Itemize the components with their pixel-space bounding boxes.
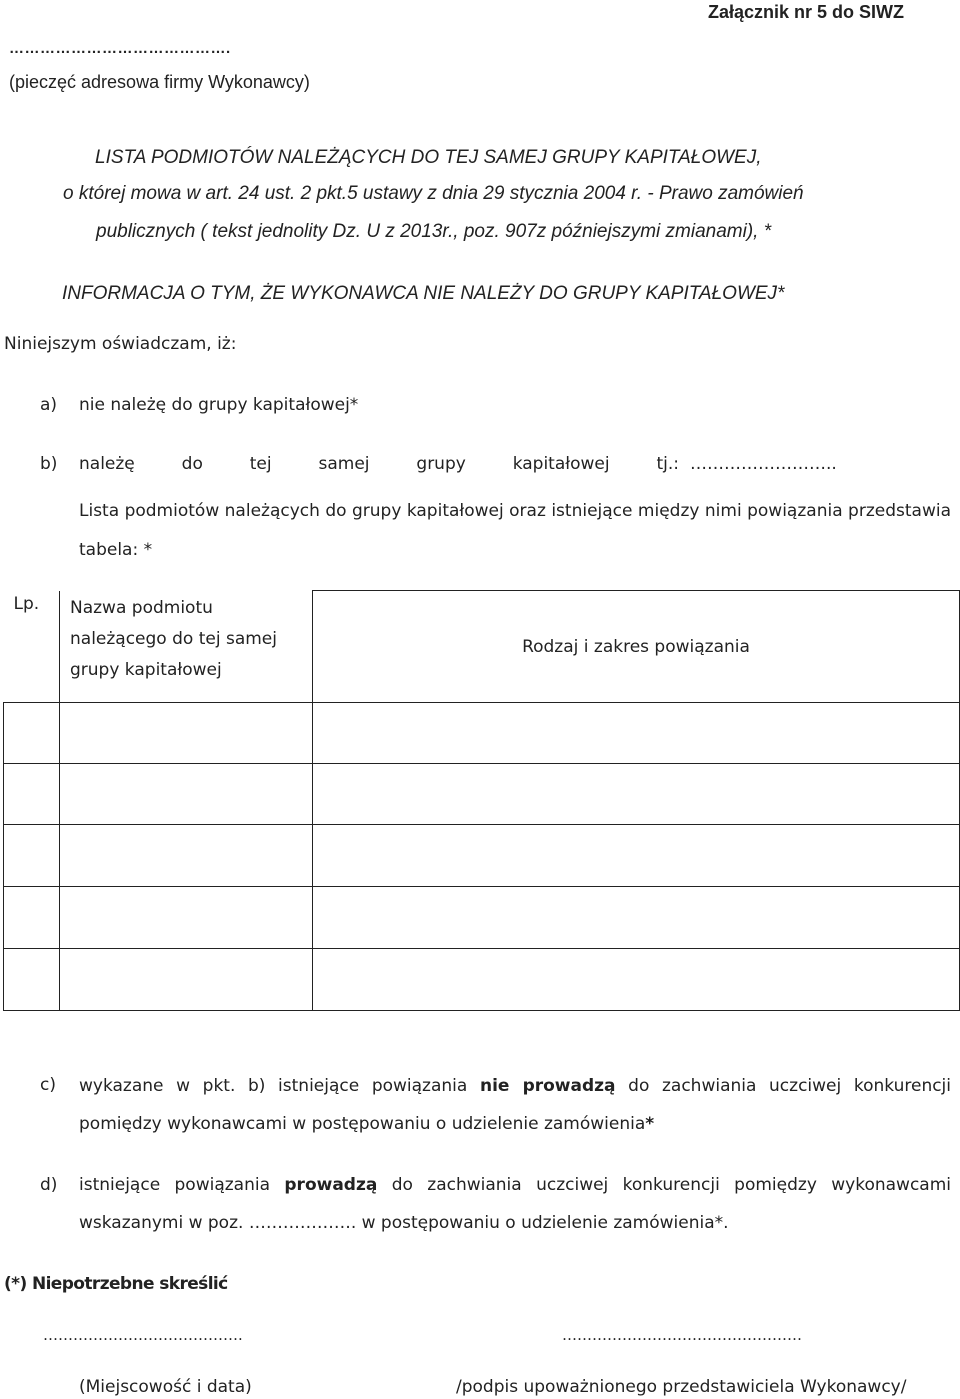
option-d-marker: d) (40, 1175, 58, 1195)
header-relation: Rodzaj i zakres powiązania (313, 591, 960, 703)
row-2-lp-cell[interactable] (4, 764, 60, 825)
row-5-relation-cell[interactable] (313, 949, 960, 1011)
option-d-text (79, 1166, 951, 1242)
table-row (4, 764, 960, 825)
option-a-text: nie należę do grupy kapitałowej* (79, 395, 359, 415)
header-entity-name: Nazwa podmiotu należącego do tej samej grupy kapitałowej (60, 591, 313, 703)
table-row (4, 949, 960, 1011)
row-3-relation-cell[interactable] (313, 825, 960, 887)
option-b-dots: …………………….. (690, 454, 837, 474)
info-heading: INFORMACJA O TYM, ŻE WYKONAWCA NIE NALEŻY DO GRUPY KAPITAŁOWEJ* (62, 283, 785, 304)
place-date-dots: …………………………………. (43, 1326, 243, 1344)
option-b-text: należę do tej samej grupy kapitałowej tj.: (79, 454, 679, 474)
table-header-row (4, 591, 960, 703)
title-line-1: LISTA PODMIOTÓW NALEŻĄCYCH DO TEJ SAMEJ GRUPY KAPITAŁOWEJ, (95, 147, 762, 168)
row-3-name-cell[interactable] (60, 825, 313, 887)
row-1-relation-cell[interactable] (313, 703, 960, 764)
title-line-2: o której mowa w art. 24 ust. 2 pkt.5 ustawy z dnia 29 stycznia 2004 r. - Prawo zamówień (63, 183, 804, 204)
stamp-caption: (pieczęć adresowa firmy Wykonawcy) (9, 72, 310, 92)
signature-caption: /podpis upoważnionego przedstawiciela Wykonawcy/ (456, 1377, 907, 1397)
row-2-name-cell[interactable] (60, 764, 313, 825)
footnote: (*) Niepotrzebne skreślić (4, 1274, 228, 1294)
table-row (4, 887, 960, 949)
declaration-text: Niniejszym oświadczam, iż: (4, 334, 237, 354)
row-2-relation-cell[interactable] (313, 764, 960, 825)
row-4-relation-cell[interactable] (313, 887, 960, 949)
row-5-lp-cell[interactable] (4, 949, 60, 1011)
row-3-lp-cell[interactable] (4, 825, 60, 887)
option-c-text-before: wykazane w pkt. b) istniejące powiązania (79, 1076, 468, 1096)
header-lp: Lp. (4, 591, 60, 703)
row-1-lp-cell[interactable] (4, 703, 60, 764)
option-d-text-before: istniejące powiązania (79, 1175, 271, 1195)
option-b-marker: b) (40, 454, 58, 474)
row-4-name-cell[interactable] (60, 887, 313, 949)
option-d-emphasis: prowadzą (284, 1175, 378, 1195)
option-c-emphasis: nie prowadzą (479, 1076, 616, 1096)
table-row (4, 825, 960, 887)
row-5-name-cell[interactable] (60, 949, 313, 1011)
stamp-dots: ……………………………………. (9, 40, 231, 57)
option-c-star: * (645, 1114, 655, 1134)
signature-dots: ………………………………………… (562, 1326, 802, 1344)
place-date-caption: (Miejscowość i data) (79, 1377, 252, 1397)
row-4-lp-cell[interactable] (4, 887, 60, 949)
option-c-marker: c) (40, 1075, 56, 1095)
option-b-list-text: Lista podmiotów należących do grupy kapitałowej oraz istniejące między nimi powiązania przedstawia tabela: * (79, 501, 951, 560)
group-members-table (3, 590, 960, 1011)
title-line-3: publicznych ( tekst jednolity Dz. U z 2013r., poz. 907z późniejszymi zmianami), * (96, 221, 772, 242)
option-a-marker: a) (40, 395, 58, 415)
option-c-text-after: do zachwiania uczciwej konkurencji pomiędzy wykonawcami w postępowaniu o udzielenie zamówienia (79, 1076, 952, 1134)
option-d-text-after: do zachwiania uczciwej konkurencji pomiędzy wykonawcami wskazanymi w poz. ………………. w postępowaniu o udzielenie zamówienia*. (79, 1175, 951, 1233)
attachment-label: Załącznik nr 5 do SIWZ (707, 2, 904, 22)
option-c-text (79, 1067, 951, 1143)
row-1-name-cell[interactable] (60, 703, 313, 764)
table-row (4, 703, 960, 764)
